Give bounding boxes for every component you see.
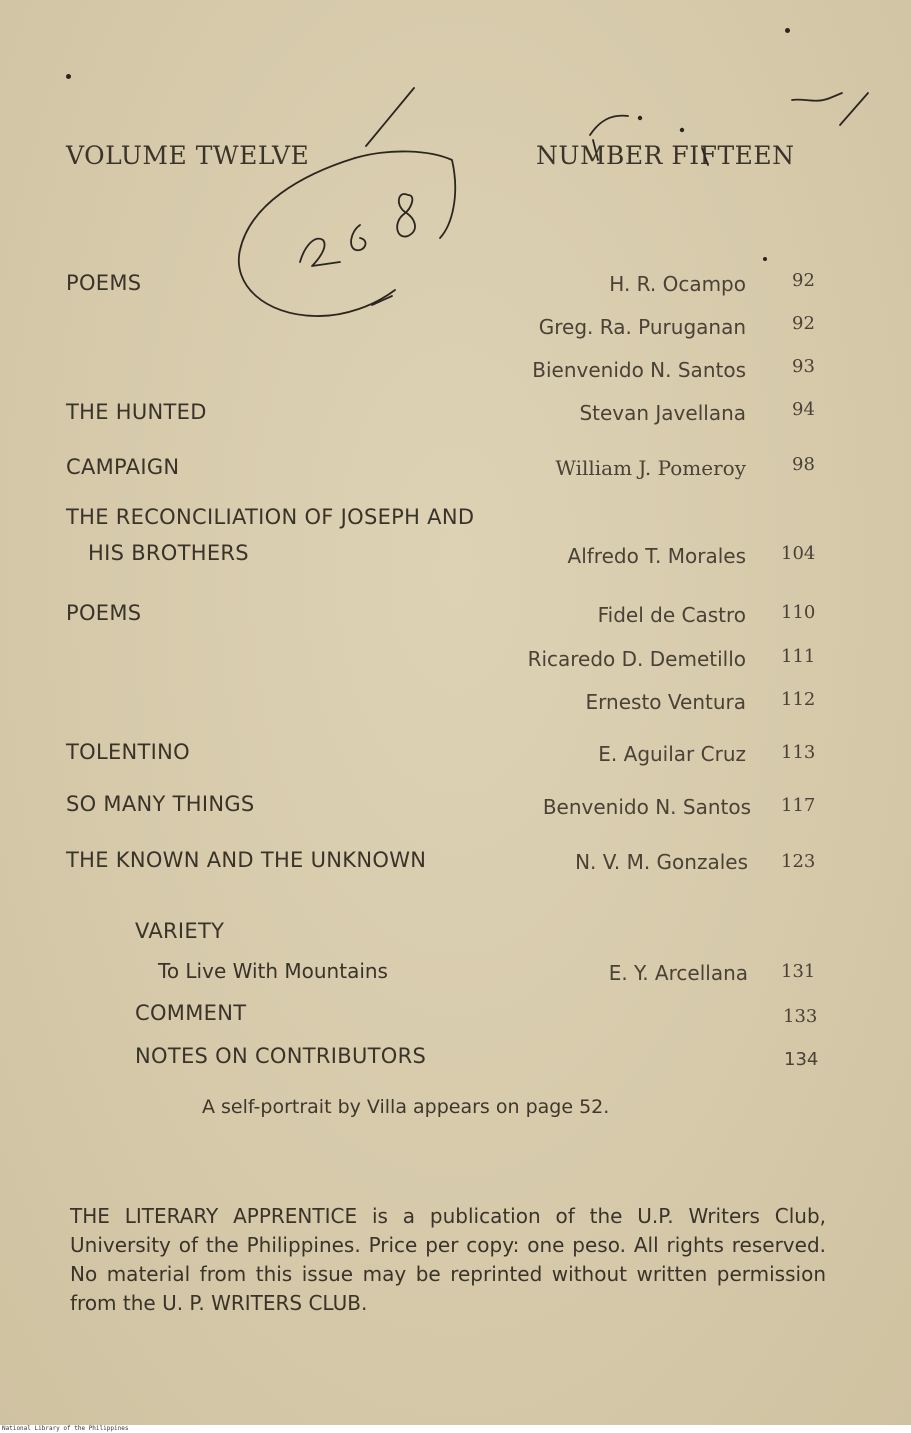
- ink-speck: [763, 257, 767, 261]
- toc-author: Ernesto Ventura: [585, 690, 746, 714]
- toc-title-poems-1: POEMS: [66, 271, 142, 295]
- toc-page-number: 92: [792, 313, 815, 334]
- toc-title-known-and-unknown: THE KNOWN AND THE UNKNOWN: [66, 848, 427, 872]
- toc-author: Bienvenido N. Santos: [532, 358, 746, 382]
- toc-page-number: 93: [792, 356, 815, 377]
- section-variety-subtitle: To Live With Mountains: [158, 959, 388, 983]
- footer-credit: National Library of the Philippines: [2, 1425, 129, 1432]
- toc-page-number: 112: [781, 689, 816, 710]
- imprint-paragraph: THE LITERARY APPRENTICE is a publication of the U.P. Writers Club, University of the Philippines. Price per copy: one peso. All rights reserved. No material from this issue may be reprinted without written permission from the U. P. WRITERS CLUB.: [70, 1204, 826, 1315]
- toc-page-number: 117: [781, 795, 816, 816]
- toc-page-number: 110: [781, 602, 816, 623]
- toc-title-the-hunted: THE HUNTED: [66, 400, 207, 424]
- toc-author: Stevan Javellana: [579, 401, 746, 425]
- section-notes-page: 134: [784, 1049, 819, 1070]
- section-variety-author: E. Y. Arcellana: [608, 961, 748, 985]
- volume-heading: VOLUME TWELVE: [66, 141, 310, 170]
- portrait-note: A self-portrait by Villa appears on page 52.: [202, 1096, 610, 1118]
- ink-speck: [66, 74, 71, 79]
- section-comment-title: COMMENT: [135, 1001, 247, 1025]
- number-heading: NUMBER FIFTEEN: [536, 141, 795, 170]
- toc-author: Ricaredo D. Demetillo: [527, 647, 746, 671]
- section-variety-page: 131: [781, 961, 816, 982]
- section-comment-page: 133: [783, 1006, 818, 1027]
- toc-title-campaign: CAMPAIGN: [66, 455, 180, 479]
- toc-author: Benvenido N. Santos: [542, 795, 751, 819]
- toc-page-number: 123: [781, 851, 816, 872]
- toc-author: E. Aguilar Cruz: [598, 742, 746, 766]
- toc-title-so-many-things: SO MANY THINGS: [66, 792, 255, 816]
- toc-page-number: 113: [781, 742, 816, 763]
- toc-author: H. R. Ocampo: [609, 272, 746, 296]
- toc-title-reconciliation-line-2: HIS BROTHERS: [88, 541, 249, 565]
- toc-title-reconciliation-line-1: THE RECONCILIATION OF JOSEPH AND: [66, 505, 475, 529]
- toc-author: Alfredo T. Morales: [567, 544, 746, 568]
- toc-title-tolentino: TOLENTINO: [66, 740, 190, 764]
- ink-speck: [785, 28, 790, 33]
- toc-page-number: 98: [792, 454, 815, 475]
- toc-title-poems-2: POEMS: [66, 601, 142, 625]
- toc-author: Greg. Ra. Puruganan: [538, 315, 746, 339]
- section-notes-title: NOTES ON CONTRIBUTORS: [135, 1044, 427, 1068]
- toc-page-number: 92: [792, 270, 815, 291]
- section-variety-title: VARIETY: [135, 919, 225, 943]
- toc-page-number: 111: [781, 646, 816, 667]
- toc-author: N. V. M. Gonzales: [575, 850, 748, 874]
- footer-strip: [0, 1425, 911, 1433]
- toc-author: Fidel de Castro: [597, 603, 746, 627]
- toc-page-number: 104: [781, 543, 816, 564]
- toc-page-number: 94: [792, 399, 815, 420]
- toc-author: William J. Pomeroy: [555, 456, 746, 480]
